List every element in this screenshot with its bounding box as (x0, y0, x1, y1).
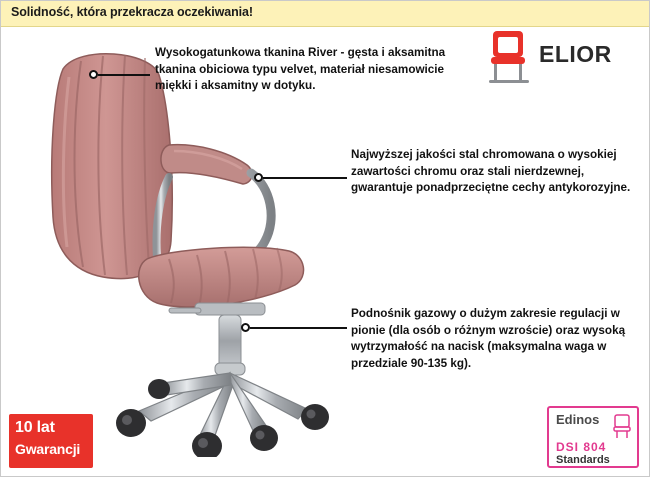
chair-icon (611, 414, 633, 440)
guarantee-label: Gwarancji (15, 441, 81, 457)
page-title: Solidność, która przekracza oczekiwania! (11, 5, 253, 19)
callout-line-gas-lift (250, 327, 347, 329)
guarantee-years: 10 lat (15, 419, 55, 436)
edinos-code: DSI 804 (556, 440, 607, 454)
edinos-standards: Standards (556, 454, 610, 466)
annotation-gas-lift: Podnośnik gazowy o dużym zakresie regulacji w pionie (dla osób o różnym wzroście) oraz wysoką wytrzymałość na nacisk (maksymalna waga w przedziale 90-135 kg). (351, 307, 626, 370)
guarantee-badge (9, 414, 93, 468)
callout-dot-gas-lift (241, 323, 250, 332)
brand-name: ELIOR (539, 41, 612, 67)
edinos-name: Edinos (556, 412, 600, 427)
edinos-badge (547, 406, 639, 468)
callout-dot-fabric (89, 70, 98, 79)
callout-dot-steel (254, 173, 263, 182)
callout-line-fabric (98, 74, 150, 76)
callout-line-steel (263, 177, 347, 179)
brand-logo (475, 29, 635, 87)
annotation-fabric: Wysokogatunkowa tkanina River - gęsta i aksamitna tkanina obiciowa typu velvet, materiał niesamowicie miękki i aksamitny w dotyku. (155, 46, 446, 93)
chair-icon (483, 29, 535, 85)
annotation-steel: Najwyższej jakości stal chromowana o wysokiej zawartości chromu oraz stali nierdzewnej, gwarantuje ponadprzeciętne cechy antykorozyjne. (351, 148, 631, 195)
